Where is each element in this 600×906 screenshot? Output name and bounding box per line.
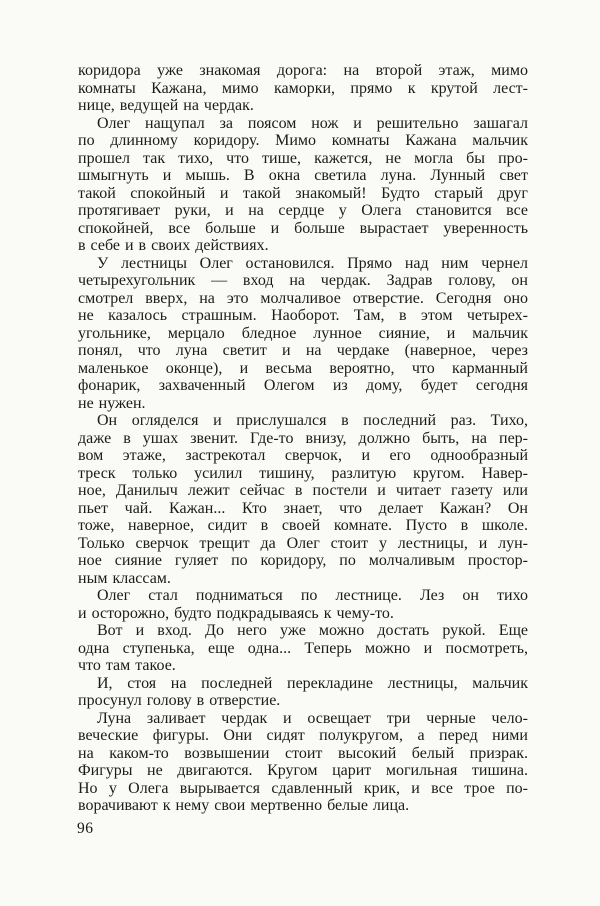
text-line: тоже, наверное, сидит в своей комнате. Пусто в школе. [78,517,528,534]
text-line: что там такое. [78,657,176,674]
text-line: понял, что луна светит и на чердаке (наверное, через [78,342,528,359]
text-line: маленькое оконце), и весьма вероятно, что карманный [78,359,528,377]
text-line: ным классам. [78,569,171,587]
text-line: спокойней, все больше и больше вырастает уверенность [78,219,528,237]
text-line: коридора уже знакомая дорога: на второй этаж, мимо [78,62,528,79]
text-line: И, стоя на последней перекладине лестницы, мальчик [97,674,528,692]
text-line: в себе и в своих действиях. [78,237,269,254]
text-line: треск только усилил тишину, разлитую кругом. Навер- [78,464,528,482]
text-line: шмыгнуть и мышь. В окна светила луна. Лунный свет [78,167,528,184]
text-line: на каком-то возвышении стоит высокий белый призрак. [78,744,528,762]
text-line: ное сияние гуляет по коридору, по молчаливым простор- [78,552,528,569]
text-line: Олег нащупал за поясом нож и решительно зашагал [97,114,528,132]
text-line: веческие фигуры. Они сидят полукругом, а перед ними [78,727,528,744]
text-line: не казалось страшным. Наоборот. Там, в этом четырех- [78,307,528,324]
text-line: четырехугольник — вход на чердак. Задрав голову, он [78,272,528,289]
text-line: пьет чай. Кажан... Кто знает, что делает Кажан? Он [78,499,528,517]
text-line: Фигуры не двигаются. Кругом царит могильная тишина. [78,762,528,779]
text-line: Только сверчок трещит да Олег стоит у лестницы, и лун- [78,534,528,552]
text-line: смотрел вверх, на это молчаливое отверстие. Сегодня оно [78,289,528,307]
text-line: просунул голову в отверстие. [78,692,281,709]
text-line: одна ступенька, еще одна... Теперь можно и посмотреть, [78,639,528,657]
text-line: Но у Олега вырывается сдавленный крик, и все трое по- [78,779,528,797]
text-line: прошел так тихо, что тише, кажется, не могла бы про- [78,149,528,167]
text-line: Олег стал подниматься по лестнице. Лез он тихо [97,587,528,604]
text-line: У лестницы Олег остановился. Прямо над ним чернел [97,254,528,272]
text-line: нице, ведущей на чердак. [78,97,254,114]
text-line: не нужен. [78,394,146,412]
text-line: вом этаже, застрекотал сверчок, и его однообразный [78,447,528,464]
text-line: даже в ушах звенит. Где-то внизу, должно быть, на пер- [78,429,528,447]
text-line: угольнике, мерцало бледное лунное сияние, и мальчик [78,324,528,342]
text-line: протягивает руки, и на сердце у Олега становится все [78,202,528,219]
text-line: и осторожно, будто подкрадываясь к чему-то. [78,604,394,622]
text-line: Луна заливает чердак и освещает три черные чело- [97,709,528,727]
book-page-text [78,62,528,815]
text-line: фонарик, захваченный Олегом из дому, будет сегодня [78,377,528,394]
text-line: комнаты Кажана, мимо каморки, прямо к крутой лест- [78,79,528,97]
text-line: такой спокойный и такой знакомый! Будто старый друг [78,184,528,202]
page-number: 96 [77,820,94,837]
text-line: ное, Данилыч лежит сейчас в постели и читает газету или [78,482,528,499]
text-line: ворачивают к нему свои мертвенно белые лица. [78,797,410,814]
text-line: Вот и вход. До него уже можно достать рукой. Еще [97,622,528,639]
text-line: Он огляделся и прислушался в последний раз. Тихо, [97,412,528,429]
text-line: по длинному коридору. Мимо комнаты Кажана мальчик [78,132,528,149]
